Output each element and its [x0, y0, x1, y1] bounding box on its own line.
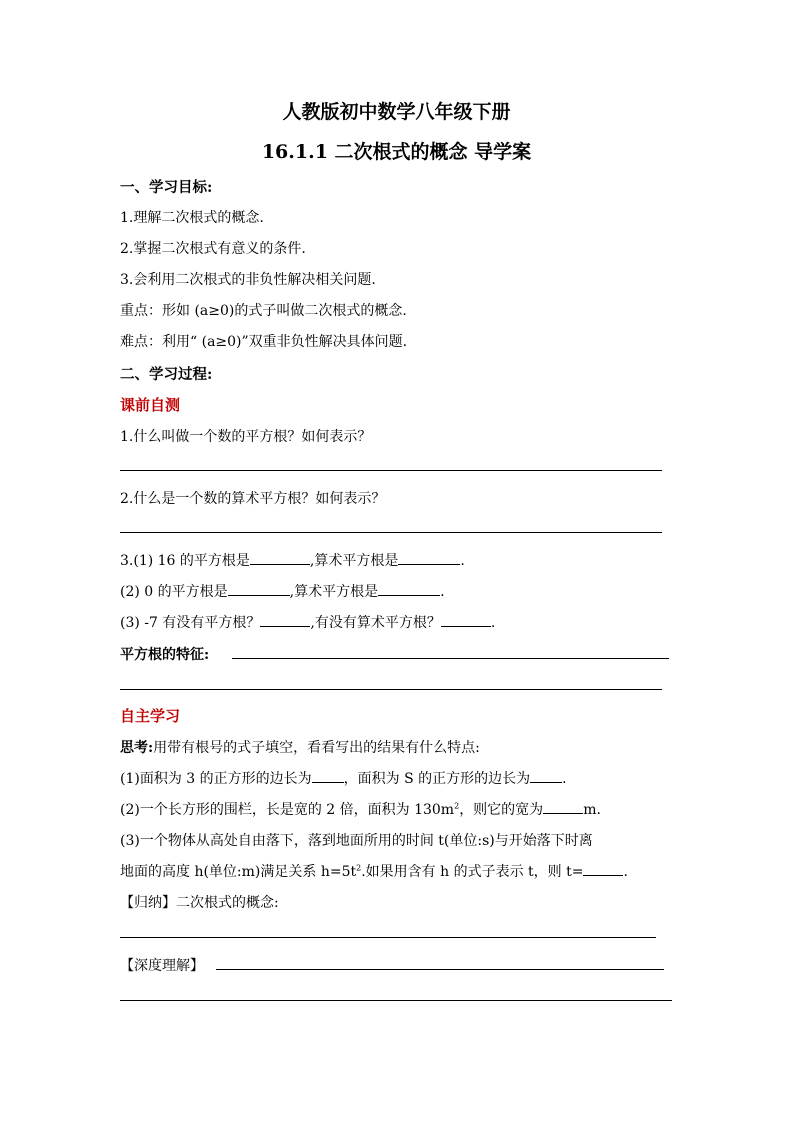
difficulty-point: 难点：利用“ (a≥0)”双重非负性解决具体问题.	[120, 334, 408, 350]
goal-item-3: 3.会利用二次根式的非负性解决相关问题.	[120, 272, 376, 288]
question-1: 1.什么叫做一个数的平方根？如何表示？	[120, 429, 372, 445]
s3-blank[interactable]	[583, 861, 623, 876]
study-item-2	[120, 799, 601, 819]
summary-label: 【归纳】二次根式的概念:	[120, 895, 279, 911]
q3c-blank-1[interactable]	[260, 612, 310, 627]
s3-text-2: .如果用含有 h 的式子表示 t，则 t=	[361, 864, 584, 880]
s3-superscript: 2	[356, 863, 362, 873]
q3a-blank-1[interactable]	[250, 550, 310, 565]
think-label: 思考:	[120, 740, 154, 756]
study-item-3-line-2	[120, 861, 628, 881]
question-3-1	[120, 550, 465, 570]
process-heading: 二、学习过程:	[120, 366, 213, 383]
study-item-1	[120, 768, 567, 788]
feature-line-1[interactable]	[232, 658, 669, 659]
q3b-period: .	[440, 584, 445, 600]
goal-item-2: 2.掌握二次根式有意义的条件.	[120, 241, 306, 257]
s2-blank[interactable]	[543, 799, 583, 814]
q3c-period: .	[490, 615, 496, 631]
deep-understanding-label: 【深度理解】	[120, 958, 204, 974]
key-point: 重点：形如 (a≥0)的式子叫做二次根式的概念.	[120, 303, 407, 319]
deep-understanding-line-2[interactable]	[120, 1000, 672, 1001]
s2-text-1: (2)一个长方形的围栏，长是宽的 2 倍，面积为 130m	[120, 802, 455, 818]
summary-answer-line[interactable]	[120, 937, 656, 938]
q3b-blank-1[interactable]	[228, 581, 290, 596]
q3c-text-2: ,有没有算术平方根？	[310, 615, 441, 631]
q3a-blank-2[interactable]	[398, 550, 460, 565]
think-text: 用带有根号的式子填空，看看写出的结果有什么特点:	[153, 740, 480, 756]
question-2: 2.什么是一个数的算术平方根？如何表示？	[120, 491, 386, 507]
question-3-2	[120, 581, 445, 601]
study-item-3-line-1: (3)一个物体从高处自由落下，落到地面所用的时间 t(单位:s)与开始落下时离	[120, 833, 593, 849]
deep-understanding-line-1[interactable]	[216, 969, 664, 970]
s1-text-2: ，面积为 S 的正方形的边长为	[343, 771, 531, 787]
q3b-text-2: ,算术平方根是	[289, 584, 379, 600]
s1-period: .	[562, 771, 567, 787]
s2-superscript: 2	[454, 801, 460, 811]
goal-item-1: 1.理解二次根式的概念.	[120, 210, 264, 226]
q3a-period: .	[460, 553, 465, 569]
question-3-3	[120, 612, 495, 632]
q3c-blank-2[interactable]	[441, 612, 491, 627]
q3c-text-1: (3) -7 有没有平方根？	[120, 615, 261, 631]
q3b-text-1: (2) 0 的平方根是	[120, 584, 228, 600]
document-subtitle: 16.1.1 二次根式的概念 导学案	[261, 141, 532, 163]
answer-line-2[interactable]	[120, 532, 662, 533]
s2-text-2: ，则它的宽为	[459, 802, 544, 818]
s1-text-1: (1)面积为 3 的正方形的边长为	[120, 771, 312, 787]
s3-text-1: 地面的高度 h(单位:m)满足关系 h=5t	[120, 864, 357, 880]
feature-line-2[interactable]	[120, 689, 662, 690]
think-prompt	[120, 737, 480, 757]
s1-blank-1[interactable]	[312, 768, 344, 783]
q3a-text-1: 3.(1) 16 的平方根是	[120, 553, 250, 569]
feature-label: 平方根的特征:	[120, 647, 210, 663]
goals-heading: 一、学习目标:	[120, 179, 213, 196]
s1-blank-2[interactable]	[530, 768, 562, 783]
s2-unit: m.	[583, 802, 601, 818]
q3a-text-2: ,算术平方根是	[309, 553, 399, 569]
pretest-heading: 课前自测	[120, 396, 181, 414]
answer-line-1[interactable]	[120, 470, 662, 471]
self-study-heading: 自主学习	[120, 707, 181, 725]
s3-period: .	[623, 864, 628, 880]
document-title: 人教版初中数学八年级下册	[282, 101, 511, 123]
q3b-blank-2[interactable]	[378, 581, 440, 596]
